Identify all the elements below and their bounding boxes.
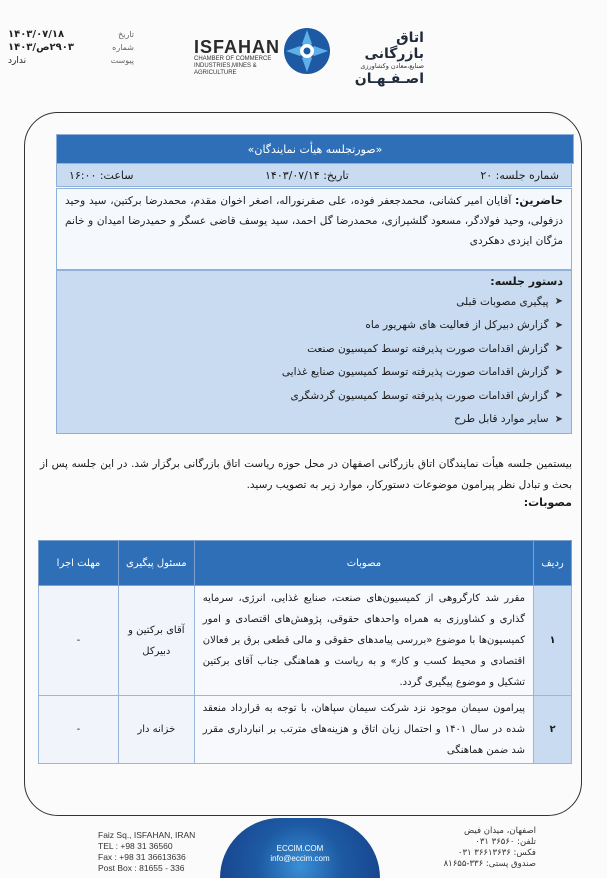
agenda-item-text: گزارش دبیرکل از فعالیت های شهریور ماه	[365, 319, 549, 332]
logo-en-line1: CHAMBER OF COMMERCE	[194, 56, 272, 62]
attendees-section	[56, 188, 572, 270]
agenda-section	[56, 270, 572, 434]
logo-en-title: ISFAHAN	[194, 37, 281, 57]
chevron-icon: ➤	[554, 390, 563, 402]
meta-attach-value: ندارد	[8, 55, 27, 66]
row-deadline: -	[39, 586, 119, 696]
meta-number-row	[8, 41, 134, 54]
agenda-heading: دستور جلسه:	[490, 275, 563, 288]
table-row	[39, 586, 572, 696]
meta-date-row	[8, 28, 134, 41]
session-info-bar	[56, 163, 572, 187]
col-header-index: ردیف	[534, 541, 572, 586]
meta-date-value: ۱۴۰۳/۰۷/۱۸	[8, 29, 65, 40]
footer-fa-pobox: صندوق پستی: ۳۳۶-۸۱۶۵۵	[443, 859, 536, 869]
agenda-item	[65, 337, 563, 361]
agenda-item	[65, 290, 563, 314]
agenda-item	[65, 314, 563, 338]
row-responsible: خزانه دار	[118, 696, 194, 764]
table-header-row	[39, 541, 572, 586]
row-deadline: -	[39, 696, 119, 764]
chamber-emblem-icon	[282, 26, 332, 76]
footer-website-link[interactable]: ECCIM.COM	[276, 844, 324, 853]
attendees-label: حاضرین:	[515, 194, 563, 207]
row-responsible: آقای برکتین و دبیرکل	[118, 586, 194, 696]
attendees-text: آقایان امیر کشانی، محمدجعفر فوده، علی صفرنوراله، اصغر اخوان مقدم، محمدرضا برکتین، سید وحید دزفولی، وحید فولادگر، مسعود گلشیرازی، محمدرضا گل احمد، سید یوسف قاضی عسگر و حمیدرضا امیدان و خانم مژگان ایزدی دهکردی	[65, 195, 563, 247]
meta-number-value: ۲۹۰۳ص/۱۴۰۳	[8, 42, 74, 53]
agenda-item-text: گزارش اقدامات صورت پذیرفته توسط کمیسیون گردشگری	[290, 389, 549, 402]
footer-english-address	[98, 830, 195, 874]
footer-en-tel: TEL : +98 31 36560	[98, 841, 173, 851]
logo-en-line2: INDUSTRIES,MINES & AGRICULTURE	[194, 63, 257, 76]
footer-en-address: Faiz Sq., ISFAHAN, IRAN	[98, 830, 196, 840]
chevron-icon: ➤	[554, 319, 563, 331]
col-header-deadline: مهلت اجرا	[39, 541, 119, 586]
logo-english	[194, 38, 292, 77]
agenda-item-text: پیگیری مصوبات قبلی	[456, 295, 549, 308]
footer-website-badge	[220, 818, 380, 878]
resolutions-table	[38, 540, 572, 764]
chevron-icon: ➤	[554, 366, 563, 378]
agenda-item-text: سایر موارد قابل طرح	[454, 413, 549, 426]
footer-persian-address	[436, 826, 536, 870]
chevron-icon: ➤	[554, 343, 563, 355]
logo-fa-line1: اتاق بازرگانی	[364, 30, 424, 62]
session-date: تاریخ: ۱۴۰۳/۰۷/۱۴	[265, 168, 349, 182]
footer-en-fax: Fax : +98 31 36613636	[98, 852, 186, 862]
agenda-list	[65, 290, 563, 431]
footer-email-link[interactable]: info@eccim.com	[270, 854, 330, 863]
resolutions-heading: مصوبات:	[523, 496, 572, 509]
agenda-item	[65, 408, 563, 432]
col-header-resolutions: مصوبات	[194, 541, 533, 586]
row-index: ۱	[534, 586, 572, 696]
meta-attach-row	[8, 54, 134, 67]
footer-fa-fax: فکس: ۳۶۶۱۳۶۳۶ ۰۳۱	[457, 848, 536, 858]
logo-fa-line3: اصـفـهـان	[354, 71, 424, 87]
logo-fa-line2: صنایع،معادن وکشاورزی	[360, 62, 424, 70]
chevron-icon: ➤	[554, 296, 563, 308]
row-resolution-text: پیرامون سیمان موجود نزد شرکت سیمان سپاهان، با توجه به قرارداد منعقد شده در سال ۱۴۰۱ و احتمال زیان اتاق و هزینه‌های مترتب بر انبارداری مقرر شد ضمن هماهنگی	[194, 696, 533, 764]
agenda-item	[65, 384, 563, 408]
footer-fa-address: اصفهان، میدان فیض	[463, 826, 536, 836]
row-index: ۲	[534, 696, 572, 764]
table-row	[39, 696, 572, 764]
agenda-item-text: گزارش اقدامات صورت پذیرفته توسط کمیسیون صنایع غذایی	[281, 366, 549, 379]
logo-persian	[334, 30, 424, 87]
chevron-icon: ➤	[554, 413, 563, 425]
agenda-item-text: گزارش اقدامات صورت پذیرفته توسط کمیسیون صنعت	[307, 342, 549, 355]
intro-paragraph: بیستمین جلسه هیأت نمایندگان اتاق بازرگانی اصفهان در محل حوزه ریاست اتاق بازرگانی برگزار شد. در این جلسه پس از بحث و تبادل نظر پیرامون موضوعات دستورکار، موارد زیر به تصویب رسید.	[40, 458, 572, 491]
row-resolution-text: مقرر شد کارگروهی از کمیسیون‌های صنعت، صنایع غذایی، انرژی، سرمایه گذاری و کشاورزی به همراه واحدهای حقوقی، پژوهش‌های اقتصادی و امور کمیسیون‌ها با موضوع «بررسی پیامدهای حقوقی و مالی قطعی برق بر فعالان اقتصادی و محیط کسب و کار» و به ریاست و هماهنگی جناب آقای برکتین تشکیل و موضوع پیگیری گردد.	[194, 586, 533, 696]
meta-attach-label: پیوست	[110, 56, 134, 65]
session-time: ساعت: ۱۶:۰۰	[69, 168, 134, 182]
meta-date-label: تاریخ	[118, 30, 134, 39]
letter-meta	[8, 28, 134, 67]
meta-number-label: شماره	[112, 43, 134, 52]
session-title: «صورتجلسه هیأت نمایندگان»	[56, 134, 574, 164]
footer-fa-tel: تلفن: ۳۶۵۶۰ ۰۳۱	[475, 837, 536, 847]
footer-en-pobox: Post Box : 81655 - 336	[98, 863, 185, 873]
col-header-responsible: مسئول پیگیری	[118, 541, 194, 586]
session-number: شماره جلسه: ۲۰	[480, 168, 559, 182]
agenda-item	[65, 361, 563, 385]
